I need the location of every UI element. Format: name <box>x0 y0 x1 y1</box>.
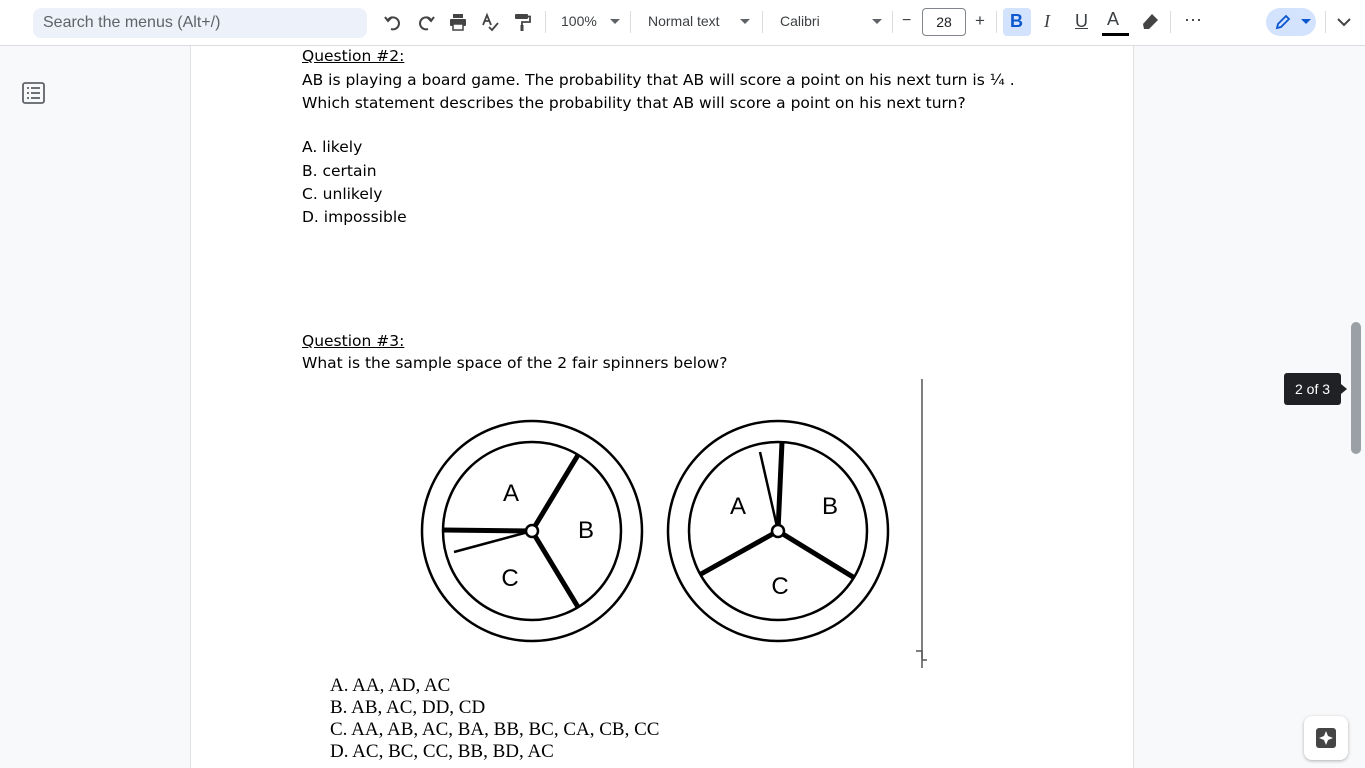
spinner-2-label-c: C <box>771 573 789 600</box>
question-3-option-d: D. AC, BC, CC, BB, BD, AC <box>330 741 554 762</box>
underline-button[interactable]: U <box>1075 11 1088 31</box>
text-color-button[interactable]: A <box>1107 9 1120 29</box>
decrease-font-size-button[interactable]: − <box>902 12 912 29</box>
page-indicator-badge: 2 of 3 <box>1284 373 1341 405</box>
font-chevron-icon[interactable] <box>872 19 882 24</box>
print-icon[interactable] <box>446 10 470 34</box>
font-select[interactable]: Calibri <box>780 13 820 29</box>
question-2-line-2: Which statement describes the probability that AB will score a point on his next turn? <box>302 94 966 112</box>
pencil-icon[interactable] <box>1271 10 1295 34</box>
text-color-swatch <box>1102 33 1129 36</box>
explore-sparkle-icon <box>1315 727 1337 749</box>
style-chevron-icon[interactable] <box>740 19 750 24</box>
spinner-1 <box>422 421 642 641</box>
redo-icon[interactable] <box>414 10 438 34</box>
search-menus-input[interactable]: Search the menus (Alt+/) <box>33 8 367 38</box>
question-3-prompt: What is the sample space of the 2 fair spinners below? <box>302 354 728 372</box>
question-2-line-1: AB is playing a board game. The probability that AB will score a point on his next turn is ¼ . <box>302 71 1015 89</box>
highlight-color-icon[interactable] <box>1138 10 1162 34</box>
image-crop-handle[interactable] <box>916 651 927 668</box>
spinner-1-label-a: A <box>502 480 520 507</box>
italic-button[interactable]: I <box>1044 11 1050 31</box>
spinners-image[interactable] <box>416 376 936 676</box>
spinner-2-label-a: A <box>729 493 747 520</box>
editing-mode-chevron-icon[interactable] <box>1301 19 1311 24</box>
document-outline-icon[interactable] <box>22 82 45 109</box>
question-3-option-a: A. AA, AD, AC <box>330 675 451 696</box>
paint-format-icon[interactable] <box>510 10 534 34</box>
explore-button[interactable] <box>1304 716 1348 760</box>
spellcheck-icon[interactable] <box>478 10 502 34</box>
more-options-button[interactable]: ⋯ <box>1184 10 1202 30</box>
question-3-heading: Question #3: <box>302 332 405 350</box>
question-3-option-c: C. AA, AB, AC, BA, BB, BC, CA, CB, CC <box>330 719 660 740</box>
zoom-chevron-icon[interactable] <box>610 19 620 24</box>
document-page[interactable] <box>191 46 1133 768</box>
toolbar <box>0 0 1365 46</box>
undo-icon[interactable] <box>381 10 405 34</box>
spinner-2-label-b: B <box>821 493 839 520</box>
question-2-option-b: B. certain <box>302 162 377 180</box>
zoom-select[interactable]: 100% <box>561 13 597 29</box>
collapse-menus-chevron-icon[interactable] <box>1332 10 1356 34</box>
spinner-1-label-c: C <box>501 565 519 592</box>
question-2-option-d: D. impossible <box>302 208 407 226</box>
increase-font-size-button[interactable]: + <box>975 11 985 30</box>
spinner-2 <box>668 421 888 641</box>
spinner-1-label-b: B <box>577 517 595 544</box>
vertical-scrollbar-thumb[interactable] <box>1351 322 1361 454</box>
font-size-input[interactable]: 28 <box>922 8 966 36</box>
question-2-heading: Question #2: <box>302 47 405 65</box>
question-2-option-a: A. likely <box>302 138 363 156</box>
bold-button[interactable]: B <box>1010 11 1023 31</box>
style-select[interactable]: Normal text <box>648 13 720 29</box>
question-3-option-b: B. AB, AC, DD, CD <box>330 697 486 718</box>
question-2-option-c: C. unlikely <box>302 185 383 203</box>
